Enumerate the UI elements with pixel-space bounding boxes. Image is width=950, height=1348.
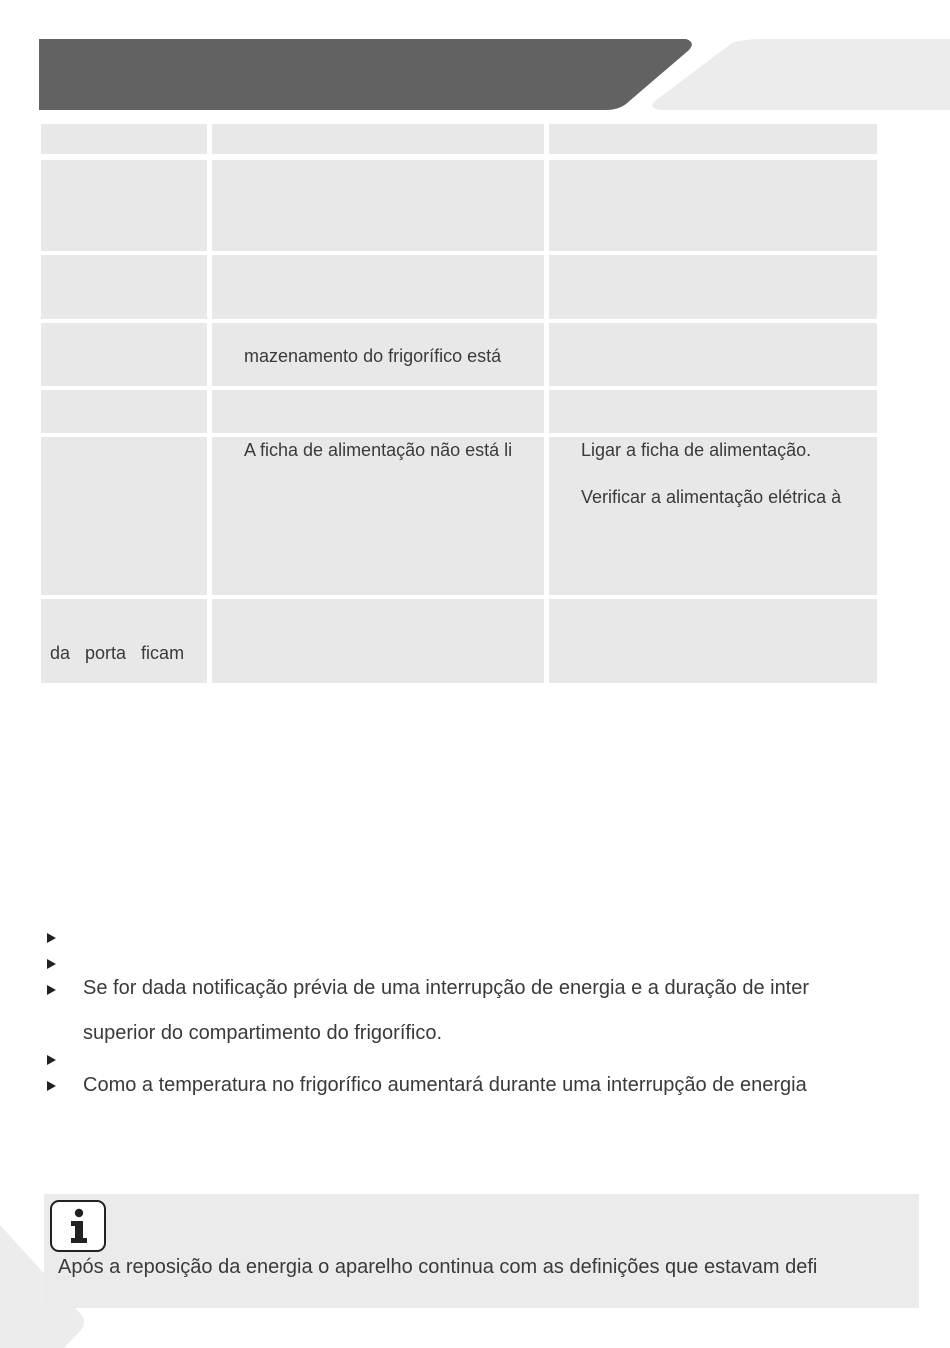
bullet-3-line-1: Se for dada notificação prévia de uma interrupção de energia e a duração de inter xyxy=(83,977,810,999)
table-row5-cause-text: A ficha de alimentação não está li xyxy=(244,440,513,460)
table-cell xyxy=(212,160,544,251)
table-header-cause xyxy=(212,124,544,154)
info-box xyxy=(44,1194,919,1308)
header-banner xyxy=(0,0,950,120)
table-header-problem xyxy=(41,124,207,154)
info-box-text: Após a reposição da energia o aparelho continua com as definições que estavam defi xyxy=(58,1256,818,1278)
bullet-arrow-icon xyxy=(47,933,56,943)
table-cell xyxy=(41,160,207,251)
table-cell xyxy=(41,437,207,595)
table-row5-solution-text-2: Verificar a alimentação elétrica à xyxy=(581,487,842,507)
info-icon xyxy=(50,1200,106,1252)
bullet-5-text: Como a temperatura no frigorífico aumentará durante uma interrupção de energia xyxy=(83,1074,807,1096)
table-cell xyxy=(549,160,877,251)
table-cell xyxy=(212,390,544,433)
bullet-3-line-2: superior do compartimento do frigorífico. xyxy=(83,1022,443,1044)
table-cell xyxy=(41,255,207,319)
bullet-arrow-icon xyxy=(47,985,56,995)
table-cell xyxy=(41,599,207,683)
table-cell xyxy=(549,255,877,319)
bullet-arrow-icon xyxy=(47,1081,56,1091)
bullet-arrow-icon xyxy=(47,1055,56,1065)
table-row6-problem-text: da porta ficam xyxy=(50,643,185,663)
table-cell xyxy=(41,323,207,386)
table-header-solution xyxy=(549,124,877,154)
table-cell xyxy=(549,390,877,433)
table-cell xyxy=(212,255,544,319)
bullet-arrow-icon xyxy=(47,959,56,969)
table-cell xyxy=(549,323,877,386)
table-cell xyxy=(41,390,207,433)
table-row5-solution-text-1: Ligar a ficha de alimentação. xyxy=(581,440,812,460)
table-row3-cause-text: mazenamento do frigorífico está xyxy=(244,346,502,366)
table-cell xyxy=(549,599,877,683)
table-cell xyxy=(212,599,544,683)
